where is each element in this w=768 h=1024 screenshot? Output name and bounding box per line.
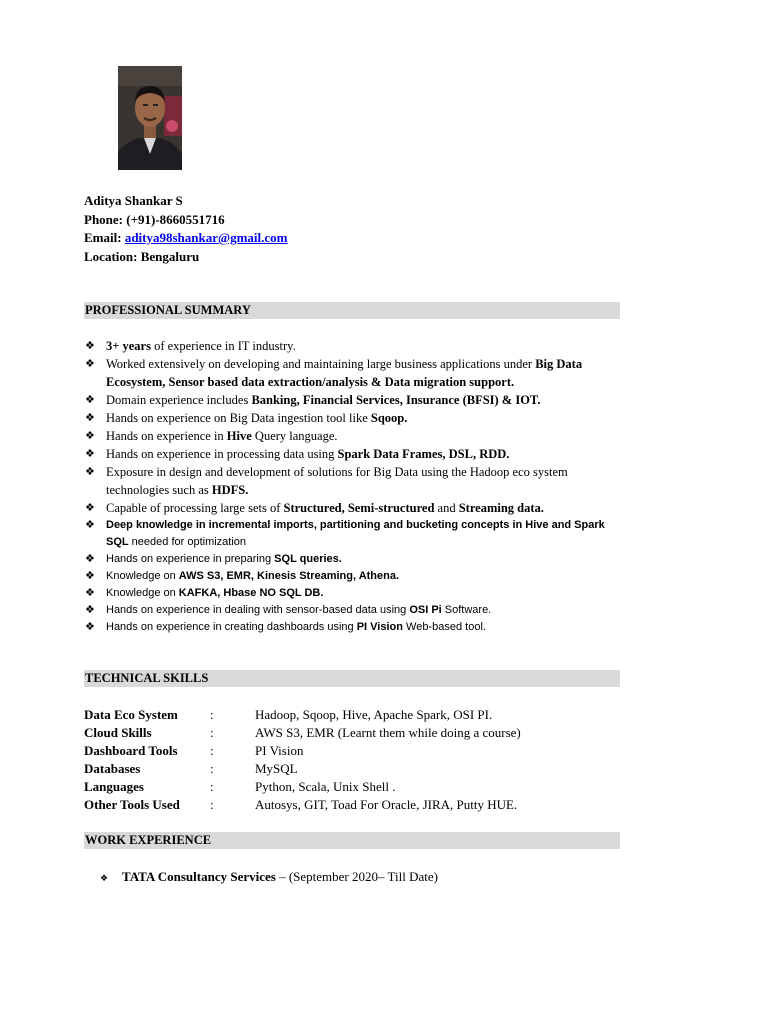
profile-photo-image <box>118 66 182 170</box>
diamond-bullet-icon: ❖ <box>100 873 109 883</box>
phone-number: (+91)-8660551716 <box>126 211 225 227</box>
list-item: ❖ Hands on experience on Big Data ingestion tool like Sqoop. <box>85 411 408 425</box>
diamond-bullet-icon: ❖ <box>85 358 95 370</box>
company-name: TATA Consultancy Services <box>122 869 276 884</box>
skill-colon: : <box>210 707 214 722</box>
list-item: ❖ Hands on experience in preparing SQL queries. <box>84 551 624 568</box>
skill-row <box>84 796 575 814</box>
skill-value: AWS S3, EMR (Learnt them while doing a course) <box>255 725 521 740</box>
skill-colon: : <box>210 797 214 812</box>
list-item: ❖ Knowledge on AWS S3, EMR, Kinesis Streaming, Athena. <box>84 568 624 585</box>
summary-list <box>84 337 624 636</box>
skills-table <box>84 706 575 814</box>
work-period: – (September 2020– Till Date) <box>275 869 438 884</box>
location-value: Bengaluru <box>140 248 200 264</box>
skill-value: Hadoop, Sqoop, Hive, Apache Spark, OSI PI. <box>255 707 493 722</box>
list-item: ❖ Exposure in design and development of solutions for Big Data using the Hadoop eco system technologies such as HDFS. <box>85 465 568 497</box>
location-label: Location: <box>84 248 138 264</box>
skill-colon: : <box>210 725 214 740</box>
skill-value: MySQL <box>255 761 298 776</box>
skill-row <box>84 760 575 778</box>
work-experience-heading: WORK EXPERIENCE <box>84 832 620 849</box>
work-item <box>100 868 438 887</box>
skill-label: Databases <box>84 761 141 776</box>
list-item: ❖ Hands on experience in processing data using Spark Data Frames, DSL, RDD. <box>85 447 510 461</box>
skill-value: PI Vision <box>255 743 304 758</box>
candidate-name: Aditya Shankar S <box>84 193 183 208</box>
list-item: ❖ Hands on experience in creating dashboards using PI Vision Web-based tool. <box>84 619 624 636</box>
skill-row <box>84 742 575 760</box>
contact-block <box>84 192 288 266</box>
list-item: ❖ Capable of processing large sets of Structured, Semi-structured and Streaming data. <box>85 501 544 515</box>
list-item: ❖ 3+ years of experience in IT industry. <box>85 339 296 353</box>
diamond-bullet-icon: ❖ <box>85 587 95 599</box>
diamond-bullet-icon: ❖ <box>85 466 95 478</box>
skill-label: Cloud Skills <box>84 725 152 740</box>
list-item: ❖ Hands on experience in Hive Query language. <box>85 429 338 443</box>
phone-line <box>84 211 288 230</box>
diamond-bullet-icon: ❖ <box>85 502 95 514</box>
skill-label: Data Eco System <box>84 707 178 722</box>
skill-value: Autosys, GIT, Toad For Oracle, JIRA, Putty HUE. <box>255 797 518 812</box>
diamond-bullet-icon: ❖ <box>85 412 95 424</box>
skill-row <box>84 778 575 796</box>
professional-summary-heading: PROFESSIONAL SUMMARY <box>84 302 620 319</box>
skill-row <box>84 724 575 742</box>
list-item: ❖ Deep knowledge in incremental imports, partitioning and bucketing concepts in Hive and Spark SQL needed for optimization <box>85 519 605 548</box>
skill-value: Python, Scala, Unix Shell . <box>255 779 396 794</box>
email-label: Email: <box>84 230 122 245</box>
skill-label: Other Tools Used <box>84 797 180 812</box>
diamond-bullet-icon: ❖ <box>85 430 95 442</box>
skill-row <box>84 706 575 724</box>
diamond-bullet-icon: ❖ <box>85 570 95 582</box>
diamond-bullet-icon: ❖ <box>85 448 95 460</box>
location-line <box>84 248 288 267</box>
diamond-bullet-icon: ❖ <box>85 604 95 616</box>
skill-label: Languages <box>84 779 144 794</box>
list-item: ❖ Worked extensively on developing and maintaining large business applications under Big Data Ecosystem, Sensor based data extraction/analysis & Data migration support. <box>85 357 583 389</box>
technical-skills-heading: TECHNICAL SKILLS <box>84 670 620 687</box>
diamond-bullet-icon: ❖ <box>85 340 95 352</box>
profile-photo <box>118 66 182 170</box>
diamond-bullet-icon: ❖ <box>85 519 95 531</box>
phone-label: Phone: <box>84 211 123 227</box>
list-item: ❖ Knowledge on KAFKA, Hbase NO SQL DB. <box>84 585 624 602</box>
list-item: ❖ Domain experience includes Banking, Financial Services, Insurance (BFSI) & IOT. <box>85 393 541 407</box>
skill-colon: : <box>210 761 214 776</box>
skill-colon: : <box>210 743 214 758</box>
diamond-bullet-icon: ❖ <box>85 621 95 633</box>
diamond-bullet-icon: ❖ <box>85 394 95 406</box>
diamond-bullet-icon: ❖ <box>85 553 95 565</box>
skill-colon: : <box>210 779 214 794</box>
email-line <box>84 229 288 248</box>
skill-label: Dashboard Tools <box>84 743 178 758</box>
email-link[interactable]: aditya98shankar@gmail.com <box>124 230 288 245</box>
list-item: ❖ Hands on experience in dealing with sensor-based data using OSI Pi Software. <box>84 602 624 619</box>
